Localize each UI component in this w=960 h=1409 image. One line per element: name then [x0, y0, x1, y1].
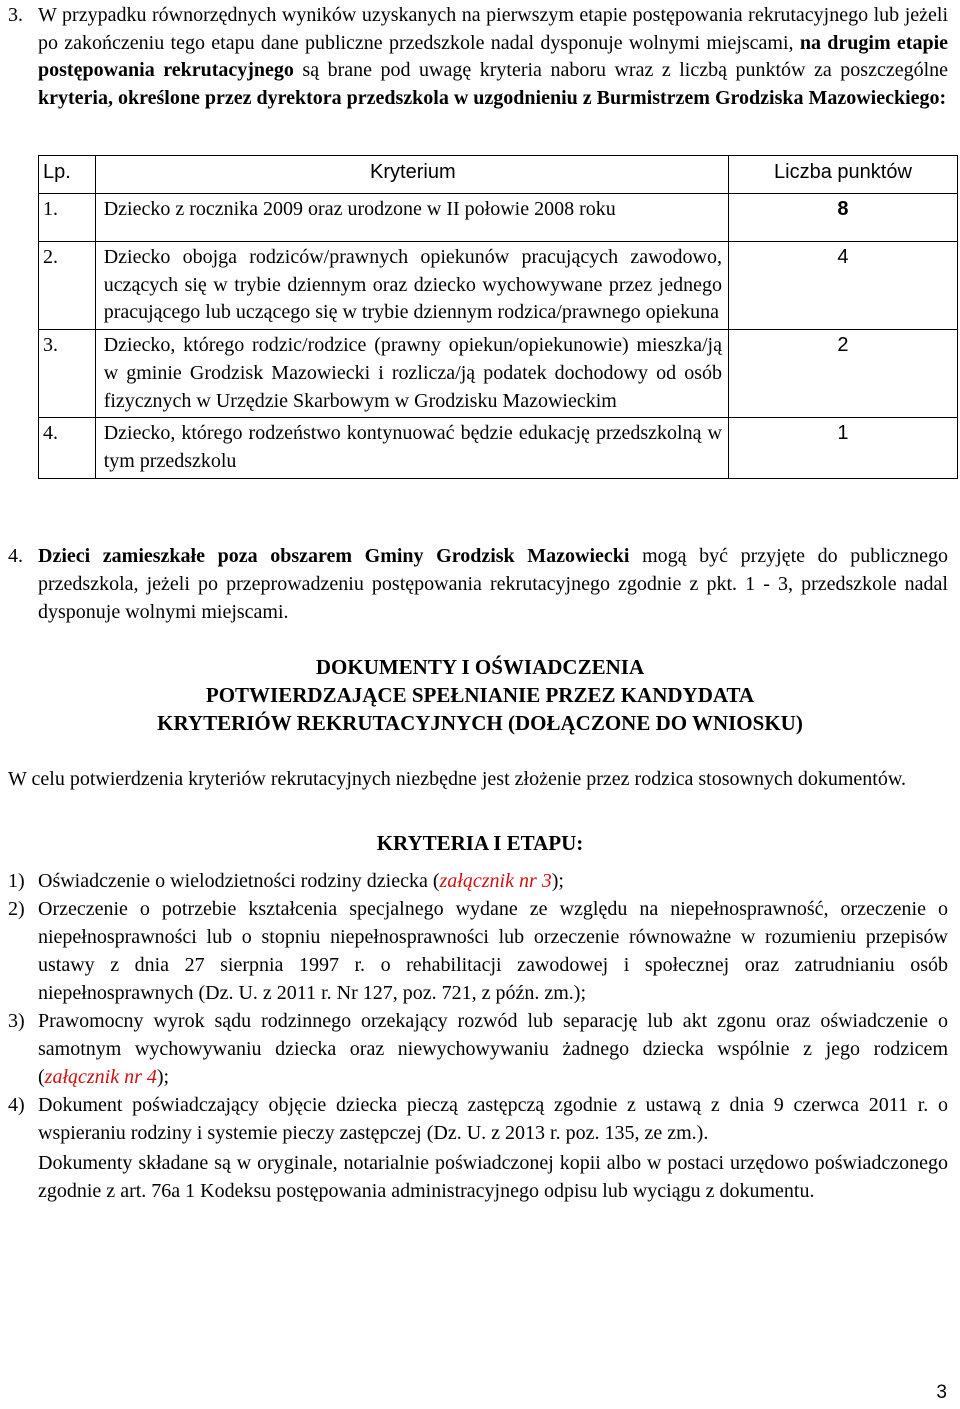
table-row	[39, 242, 958, 330]
list-item	[8, 1007, 948, 1091]
row-criterion: Dziecko, którego rodzeństwo kontynuować będzie edukację przedszkolną w tym przedszkolu	[95, 418, 728, 478]
list-item	[8, 867, 948, 895]
row-points: 2	[728, 330, 957, 418]
row-lp: 4.	[39, 418, 96, 478]
header-points: Liczba punktów	[728, 156, 957, 194]
list-item-number: 2)	[8, 898, 25, 920]
section-4	[8, 542, 948, 626]
documents-heading	[0, 653, 960, 737]
page-number: 3	[936, 1382, 947, 1403]
row-lp: 2.	[39, 242, 96, 330]
row-points: 8	[728, 194, 957, 242]
criteria-list	[8, 867, 948, 1205]
section-3-text: W przypadku równorzędnych wyników uzyskanych na pierwszym etapie postępowania rekrutacyjnego lub jeżeli po zakończeniu tego etapu dane publiczne przedszkole nadal dysponuje wolnymi miejscami, na drugim etapie postępowania rekrutacyjnego są brane pod uwagę kryteria naboru wraz z liczbą punktów za poszczególne kryteria, określone przez dyrektora przedszkola w uzgodnieniu z Burmistrzem Grodziska Mazowieckiego:	[38, 4, 949, 110]
list-item-number: 3)	[8, 1010, 25, 1032]
row-lp: 3.	[39, 330, 96, 418]
list-item-text: Dokument poświadczający objęcie dziecka pieczą zastępczą zgodnie z ustawą z dnia 9 czerwca 2011 r. o wspieraniu rodziny i systemie pieczy zastępczej (Dz. U. z 2013 r. poz. 135, ze zm.).	[38, 1094, 948, 1144]
section-number: 3.	[8, 4, 23, 26]
table-header-row	[39, 156, 958, 194]
documents-heading-line: KRYTERIÓW REKRUTACYJNYCH (DOŁĄCZONE DO WNIOSKU)	[157, 711, 803, 735]
row-lp: 1.	[39, 194, 96, 242]
row-points: 4	[728, 242, 957, 330]
list-item-number: 4)	[8, 1094, 25, 1116]
list-item-text: Prawomocny wyrok sądu rodzinnego orzekający rozwód lub separację lub akt zgonu oraz oświadczenie o samotnym wychowywaniu dziecka oraz niewychowywaniu żadnego dziecka wspólnie z jego rodzicem (załącznik nr 4);	[38, 1010, 948, 1088]
criteria-heading: KRYTERIA I ETAPU:	[376, 831, 584, 855]
list-item	[8, 895, 948, 1007]
header-lp: Lp.	[39, 156, 96, 194]
criteria-table	[38, 155, 958, 479]
attachment-link[interactable]: załącznik nr 3	[439, 870, 552, 892]
list-item-text: Orzeczenie o potrzebie kształcenia specjalnego wydane ze względu na niepełnosprawność, orzeczenie o niepełnosprawności lub o stopniu niepełnosprawności lub orzeczenie równoważne w rozumieniu przepisów ustawy z dnia 27 sierpnia 1997 r. o rehabilitacji zawodowej i społecznej oraz zatrudnianiu osób niepełnosprawnych (Dz. U. z 2011 r. Nr 127, poz. 721, z późn. zm.);	[38, 898, 948, 1004]
section-3	[8, 2, 948, 113]
attachment-link[interactable]: załącznik nr 4	[44, 1066, 157, 1088]
documents-note: Dokumenty składane są w oryginale, notarialnie poświadczonej kopii albo w postaci urzędowo poświadczonego zgodnie z art. 76a 1 Kodeksu postępowania administracyjnego odpisu lub wyciągu z dokumentu.	[38, 1152, 948, 1202]
list-item-number: 1)	[8, 870, 25, 892]
documents-heading-line: DOKUMENTY I OŚWIADCZENIA	[315, 655, 645, 679]
section-4-text: Dzieci zamieszkałe poza obszarem Gminy Grodzisk Mazowiecki mogą być przyjęte do publicznego przedszkola, jeżeli po przeprowadzeniu postępowania rekrutacyjnego zgodnie z pkt. 1 - 3, przedszkole nadal dysponuje wolnymi miejscami.	[38, 545, 948, 623]
row-points: 1	[728, 418, 957, 478]
section-number: 4.	[8, 545, 23, 567]
header-criterion: Kryterium	[95, 156, 728, 194]
list-item-text: Oświadczenie o wielodzietności rodziny dziecka (załącznik nr 3);	[38, 870, 564, 892]
row-criterion: Dziecko z rocznika 2009 oraz urodzone w II połowie 2008 roku	[95, 194, 728, 242]
list-item	[8, 1091, 948, 1147]
intro-paragraph: W celu potwierdzenia kryteriów rekrutacyjnych niezbędne jest złożenie przez rodzica stosownych dokumentów.	[8, 768, 906, 790]
row-criterion: Dziecko, którego rodzic/rodzice (prawny opiekun/opiekunowie) mieszka/ją w gminie Grodzisk Mazowiecki i rozlicza/ją podatek dochodowy od osób fizycznych w Urzędzie Skarbowym w Grodzisku Mazowieckim	[95, 330, 728, 418]
row-criterion: Dziecko obojga rodziców/prawnych opiekunów pracujących zawodowo, uczących się w trybie dziennym oraz dziecko wychowywane przez jednego pracującego lub uczącego się w trybie dziennym rodzica/prawnego opiekuna	[95, 242, 728, 330]
table-row	[39, 194, 958, 242]
documents-heading-line: POTWIERDZAJĄCE SPEŁNIANIE PRZEZ KANDYDATA	[205, 683, 755, 707]
table-row	[39, 418, 958, 478]
table-row	[39, 330, 958, 418]
